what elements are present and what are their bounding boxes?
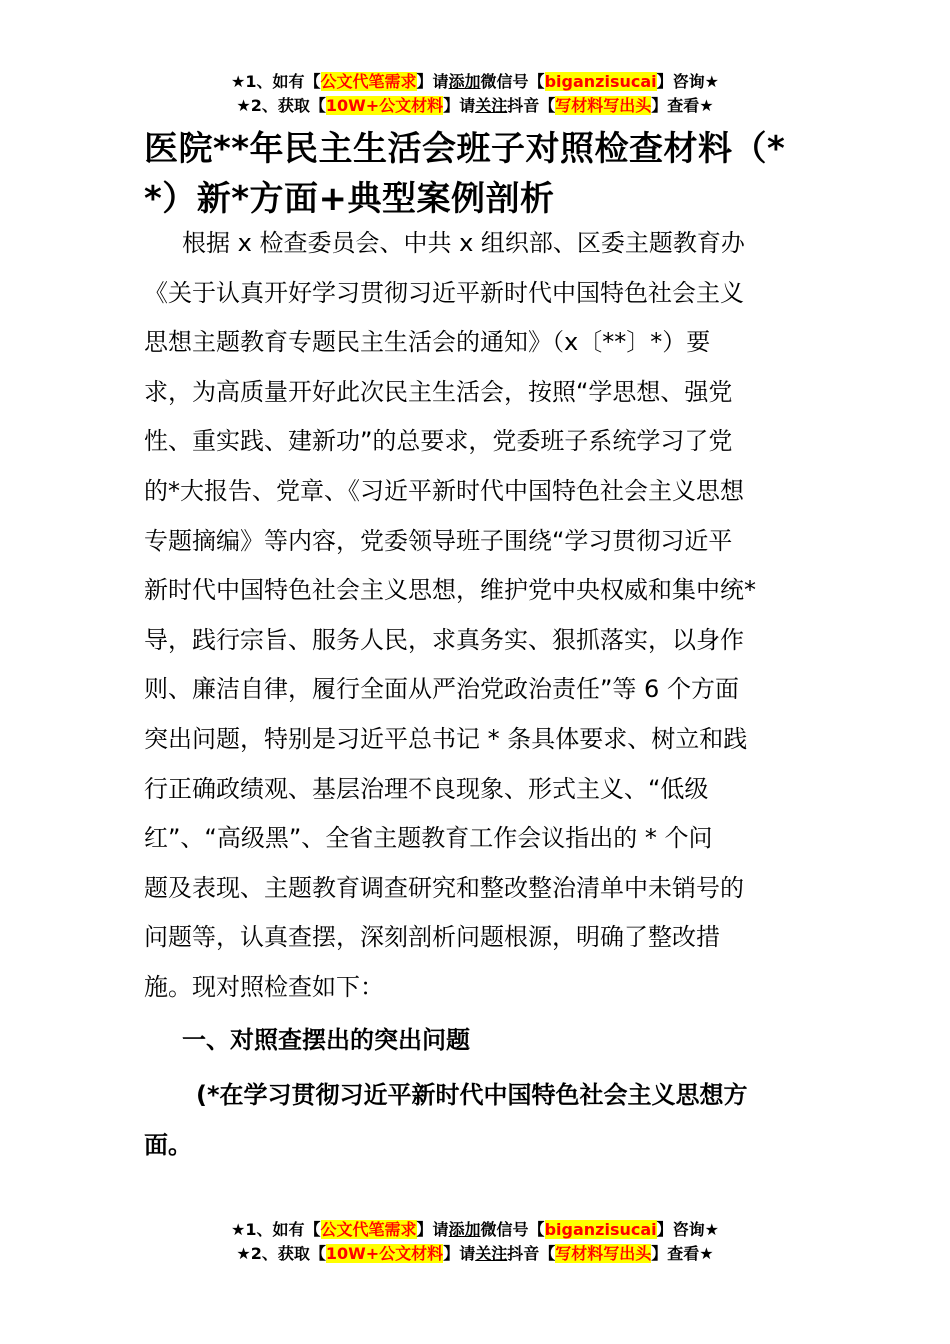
subsection-heading-line-1: (*在学习贯彻习近平新时代中国特色社会主义思想方 — [196, 1081, 748, 1109]
header-banner-line-1: ★1、如有【公文代笔需求】请添加微信号【biganzisucai】咨询★ — [231, 72, 719, 91]
body-line: 《关于认真开好学习贯彻习近平新时代中国特色社会主义 — [144, 278, 744, 307]
title-line-1: 医院**年民主生活会班子对照检查材料（* — [144, 129, 786, 169]
body-line: 新时代中国特色社会主义思想，维护党中央权威和集中统* — [144, 576, 756, 605]
document-title — [144, 124, 804, 224]
subsection-heading-1 — [144, 1070, 804, 1170]
body-line: 问题等，认真查摆，深刻剖析问题根源，明确了整改措 — [144, 923, 720, 952]
body-line: 性、重实践、建新功”的总要求，党委班子系统学习了党 — [144, 427, 733, 456]
section-heading-1: 一、对照查摆出的突出问题 — [182, 1026, 470, 1054]
body-line: 红”、“高级黑”、全省主题教育工作会议指出的 * 个问 — [144, 824, 713, 853]
footer-highlight-materials: 10W+公文材料 — [325, 1244, 444, 1263]
header-highlight-douyin-account: 写材料写出头 — [555, 96, 652, 115]
header-highlight-materials: 10W+公文材料 — [325, 96, 444, 115]
body-line: 专题摘编》等内容，党委领导班子围绕“学习贯彻习近平 — [144, 526, 733, 555]
footer-banner-line-1: ★1、如有【公文代笔需求】请添加微信号【biganzisucai】咨询★ — [231, 1220, 719, 1239]
intro-paragraph — [144, 219, 804, 1013]
body-line: 行正确政绩观、基层治理不良现象、形式主义、“低级 — [144, 774, 709, 803]
header-banner-line-2: ★2、获取【10W+公文材料】请关注抖音【写材料写出头】查看★ — [236, 96, 714, 115]
body-line: 根据 x 检查委员会、中共 x 组织部、区委主题教育办 — [182, 229, 745, 257]
body-line: 突出问题，特别是习近平总书记 * 条具体要求、树立和践 — [144, 724, 748, 753]
footer-banner-line-2: ★2、获取【10W+公文材料】请关注抖音【写材料写出头】查看★ — [236, 1244, 714, 1263]
body-line: 求，为高质量开好此次民主生活会，按照“学思想、强党 — [144, 377, 733, 406]
footer-highlight-writing-service: 公文代笔需求 — [320, 1220, 417, 1239]
body-line: 思想主题教育专题民主生活会的通知》（x〔**〕*）要 — [144, 328, 711, 357]
body-line: 施。现对照检查如下： — [144, 972, 384, 1001]
footer-banner — [0, 1218, 950, 1266]
footer-highlight-douyin-account: 写材料写出头 — [555, 1244, 652, 1263]
footer-highlight-wechat-id: biganzisucai — [544, 1220, 657, 1239]
header-highlight-wechat-id: biganzisucai — [544, 72, 657, 91]
body-line: 的*大报告、党章、《习近平新时代中国特色社会主义思想 — [144, 476, 744, 505]
title-line-2: *）新*方面+典型案例剖析 — [144, 179, 555, 219]
header-highlight-writing-service: 公文代笔需求 — [320, 72, 417, 91]
body-line: 则、廉洁自律，履行全面从严治党政治责任”等 6 个方面 — [144, 675, 739, 704]
body-line: 题及表现、主题教育调查研究和整改整治清单中未销号的 — [144, 873, 744, 902]
body-line: 导，践行宗旨、服务人民，求真务实、狠抓落实，以身作 — [144, 625, 744, 654]
header-banner — [0, 70, 950, 118]
subsection-heading-line-2: 面。 — [144, 1131, 192, 1159]
